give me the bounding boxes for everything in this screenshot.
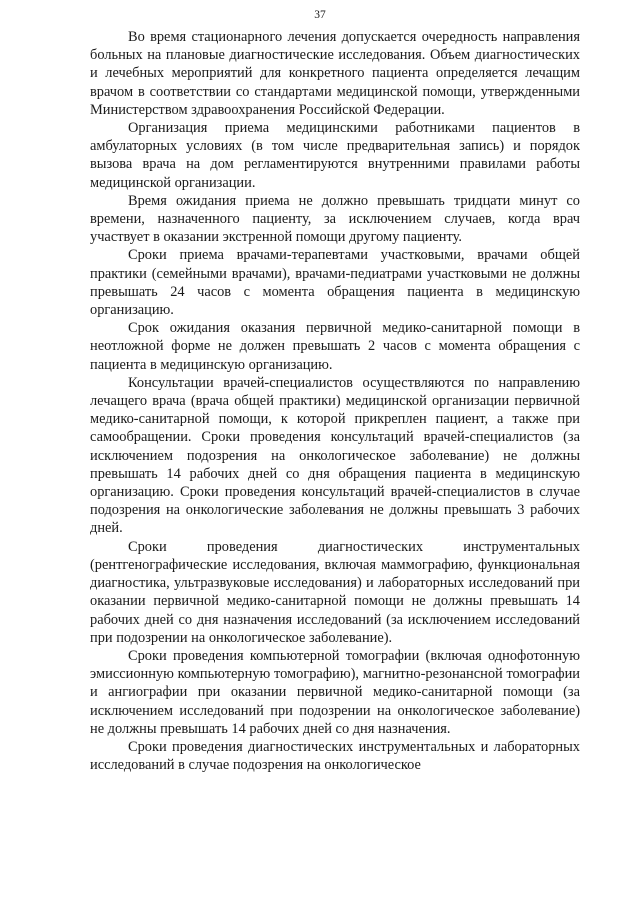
paragraph-tomography: Сроки проведения компьютерной томографии (включая однофотонную эмиссионную компьютерную томографию), магнитно-резонансной томографии и ангиографии при оказании первичной медико-санитарной помощи (за исключением исследований при подозрении на онкологическое заболевание) не должны превышать 14 рабочих дней со дня назначения. [90, 647, 580, 737]
paragraph-waiting-time: Время ожидания приема не должно превышать тридцати минут со времени, назначенного пациенту, за исключением случаев, когда врач участвует в оказании экстренной помощи другому пациенту. [90, 192, 580, 246]
paragraph-therapist-deadlines: Сроки приема врачами-терапевтами участковыми, врачами общей практики (семейными врачами), врачами-педиатрами участковыми не должны превышать 24 часов с момента обращения пациента в медицинскую организацию. [90, 247, 580, 319]
paragraph-specialist-consultations: Консультации врачей-специалистов осуществляются по направлению лечащего врача (врача общей практики) медицинской организации первичной медико-санитарной помощи, к которой прикреплен пациент, а также при самообращении. Сроки проведения консультаций врачей-специалистов (за исключением подозрения на онкологическое заболевание) не должны превышать 14 рабочих дней со дня обращения пациента в медицинскую организацию. Сроки проведения консультаций врачей-специалистов в случае подозрения на онкологические заболевания не должны превышать 3 рабочих дней. [90, 374, 580, 537]
paragraph-diagnostic-tests: Сроки проведения диагностических инструментальных (рентгенографические исследования, включая маммографию, функциональная диагностика, ультразвуковые исследования) и лабораторных исследований при оказании первичной медико-санитарной помощи не должны превышать 14 рабочих дней со дня назначения исследований (за исключением исследований при подозрении на онкологическое заболевание). [90, 538, 580, 646]
paragraph-outpatient-organization: Организация приема медицинскими работниками пациентов в амбулаторных условиях (в том числе предварительная запись) и порядок вызова врача на дом регламентируются внутренними правилами работы медицинской организации. [90, 120, 580, 191]
page-number: 37 [314, 9, 326, 21]
paragraph-inpatient-diagnostics: Во время стационарного лечения допускается очередность направления больных на плановые диагностические исследования. Объем диагностических и лечебных мероприятий для конкретного пациента определяется лечащим врачом в соответствии со стандартами медицинской помощи, утвержденными Министерством здравоохранения Российской Федерации. [90, 29, 580, 118]
paragraph-urgent-care: Срок ожидания оказания первичной медико-санитарной помощи в неотложной форме не должен превышать 2 часов с момента обращения с пациента в медицинскую организацию. [90, 320, 580, 373]
paragraph-oncology-tests: Сроки проведения диагностических инструментальных и лабораторных исследований в случае подозрения на онкологическое [90, 738, 580, 774]
document-body [90, 28, 580, 774]
